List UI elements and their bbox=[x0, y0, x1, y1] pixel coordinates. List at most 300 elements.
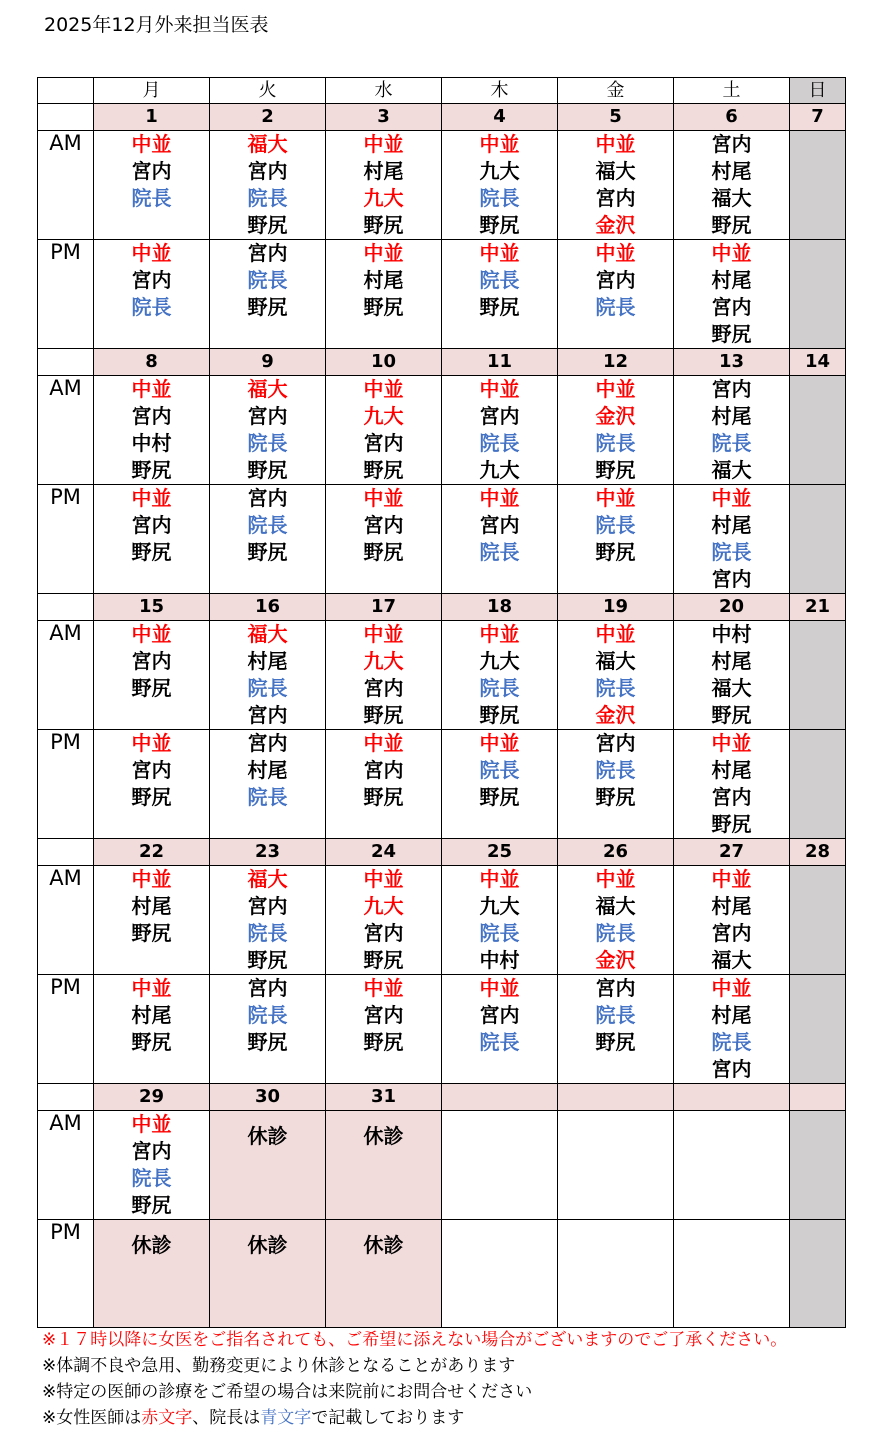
doctor-name: 中並 bbox=[479, 976, 520, 1000]
doctor-name: 福大 bbox=[711, 676, 752, 700]
doctor-name: 九大 bbox=[363, 186, 404, 210]
doctor-name: 中並 bbox=[363, 731, 404, 755]
slot-cell-tue-pm bbox=[210, 240, 326, 349]
doctor-name: 福大 bbox=[595, 894, 636, 918]
date-cell-sat: 13 bbox=[674, 349, 790, 376]
doctor-name: 中並 bbox=[479, 241, 520, 265]
doctor-name: 野尻 bbox=[131, 676, 172, 700]
weekday-thu: 木 bbox=[442, 78, 558, 104]
doctor-name: 福大 bbox=[247, 377, 288, 401]
sunday-cell-pm bbox=[790, 730, 846, 839]
doctor-name: 金沢 bbox=[595, 703, 636, 727]
doctor-name: 宮内 bbox=[363, 1003, 404, 1027]
doctor-name: 村尾 bbox=[711, 894, 752, 918]
doctor-name: 院長 bbox=[247, 186, 288, 210]
doctor-name: 野尻 bbox=[711, 703, 752, 727]
slot-cell-fri-pm bbox=[558, 975, 674, 1084]
doctor-name: 中並 bbox=[131, 1112, 172, 1136]
slot-cell-mon-am bbox=[94, 376, 210, 485]
slot-cell-wed-pm bbox=[326, 240, 442, 349]
am-label: AM bbox=[38, 376, 94, 485]
doctor-name: 院長 bbox=[479, 268, 520, 292]
doctor-name: 野尻 bbox=[363, 213, 404, 237]
slot-cell-mon-pm bbox=[94, 240, 210, 349]
doctor-name: 野尻 bbox=[363, 458, 404, 482]
date-cell-tue: 9 bbox=[210, 349, 326, 376]
doctor-name: 中並 bbox=[479, 377, 520, 401]
slot-cell-tue-am bbox=[210, 1111, 326, 1220]
date-row bbox=[38, 594, 846, 621]
doctor-name: 野尻 bbox=[595, 458, 636, 482]
slot-cell-thu-pm bbox=[442, 975, 558, 1084]
doctor-name: 野尻 bbox=[479, 213, 520, 237]
doctor-name: 福大 bbox=[247, 622, 288, 646]
note-line-4-suffix: で記載しております bbox=[311, 1408, 465, 1428]
doctor-name: 野尻 bbox=[595, 1030, 636, 1054]
doctor-name: 村尾 bbox=[247, 649, 288, 673]
doctor-name: 野尻 bbox=[131, 458, 172, 482]
doctor-name: 中並 bbox=[711, 241, 752, 265]
doctor-name: 宮内 bbox=[363, 431, 404, 455]
doctor-name: 院長 bbox=[479, 676, 520, 700]
doctor-name: 中村 bbox=[131, 431, 172, 455]
doctor-name: 院長 bbox=[711, 431, 752, 455]
date-cell-thu: 25 bbox=[442, 839, 558, 866]
slot-cell-wed-pm bbox=[326, 1220, 442, 1328]
doctor-name: 宮内 bbox=[479, 404, 520, 428]
doctor-name: 福大 bbox=[595, 159, 636, 183]
pm-row bbox=[38, 240, 846, 349]
date-row-label-cell bbox=[38, 839, 94, 866]
date-cell-mon: 29 bbox=[94, 1084, 210, 1111]
doctor-name: 野尻 bbox=[247, 295, 288, 319]
doctor-name: 野尻 bbox=[711, 322, 752, 346]
note-line-4 bbox=[42, 1405, 787, 1431]
date-cell-tue: 30 bbox=[210, 1084, 326, 1111]
doctor-name: 宮内 bbox=[131, 758, 172, 782]
doctor-name: 福大 bbox=[595, 649, 636, 673]
pm-row bbox=[38, 730, 846, 839]
doctor-name: 中並 bbox=[363, 377, 404, 401]
doctor-name: 野尻 bbox=[595, 540, 636, 564]
slot-cell-fri-pm bbox=[558, 730, 674, 839]
date-cell-mon: 22 bbox=[94, 839, 210, 866]
date-cell-mon: 15 bbox=[94, 594, 210, 621]
doctor-name: 野尻 bbox=[363, 703, 404, 727]
doctor-name: 中並 bbox=[131, 132, 172, 156]
doctor-name: 宮内 bbox=[595, 731, 636, 755]
weekday-sun: 日 bbox=[790, 78, 846, 104]
doctor-name: 院長 bbox=[595, 431, 636, 455]
doctor-name: 院長 bbox=[595, 921, 636, 945]
doctor-name: 宮内 bbox=[595, 268, 636, 292]
date-cell-tue: 16 bbox=[210, 594, 326, 621]
doctor-name: 宮内 bbox=[711, 295, 752, 319]
slot-cell-mon-pm bbox=[94, 1220, 210, 1328]
slot-cell-wed-am bbox=[326, 866, 442, 975]
slot-cell-sat-am bbox=[674, 131, 790, 240]
doctor-name: 中並 bbox=[363, 486, 404, 510]
doctor-name: 村尾 bbox=[711, 404, 752, 428]
doctor-name: 中並 bbox=[363, 132, 404, 156]
doctor-name: 野尻 bbox=[363, 1030, 404, 1054]
date-cell-mon: 8 bbox=[94, 349, 210, 376]
doctor-name: 中並 bbox=[711, 731, 752, 755]
slot-cell-fri-am bbox=[558, 376, 674, 485]
weekday-wed: 水 bbox=[326, 78, 442, 104]
slot-cell-fri-am bbox=[558, 621, 674, 730]
doctor-name: 宮内 bbox=[595, 976, 636, 1000]
schedule-table bbox=[37, 77, 846, 1328]
doctor-name: 院長 bbox=[479, 758, 520, 782]
doctor-name: 中並 bbox=[131, 976, 172, 1000]
doctor-name: 中並 bbox=[595, 622, 636, 646]
doctor-name: 野尻 bbox=[247, 948, 288, 972]
pm-row bbox=[38, 975, 846, 1084]
doctor-name: 野尻 bbox=[479, 703, 520, 727]
slot-cell-tue-am bbox=[210, 621, 326, 730]
slot-cell-wed-am bbox=[326, 1111, 442, 1220]
slot-cell-fri-am bbox=[558, 131, 674, 240]
date-cell-wed: 17 bbox=[326, 594, 442, 621]
date-cell-sun: 21 bbox=[790, 594, 846, 621]
note-blue-text: 青文字 bbox=[260, 1408, 312, 1428]
slot-cell-mon-am bbox=[94, 131, 210, 240]
doctor-name: 院長 bbox=[479, 540, 520, 564]
doctor-name: 院長 bbox=[595, 1003, 636, 1027]
doctor-name: 野尻 bbox=[363, 295, 404, 319]
doctor-name: 野尻 bbox=[711, 213, 752, 237]
date-row-label-cell bbox=[38, 1084, 94, 1111]
doctor-name: 院長 bbox=[595, 295, 636, 319]
date-cell-wed: 24 bbox=[326, 839, 442, 866]
note-line-3: ※特定の医師の診療をご希望の場合は来院前にお問合せください bbox=[42, 1382, 533, 1402]
date-row-label-cell bbox=[38, 104, 94, 131]
doctor-name: 野尻 bbox=[479, 785, 520, 809]
doctor-name: 中村 bbox=[711, 622, 752, 646]
doctor-name: 中並 bbox=[363, 867, 404, 891]
doctor-name: 宮内 bbox=[131, 268, 172, 292]
slot-cell-tue-pm bbox=[210, 1220, 326, 1328]
slot-cell-tue-pm bbox=[210, 975, 326, 1084]
doctor-name: 中並 bbox=[479, 132, 520, 156]
weekday-header-row bbox=[38, 78, 846, 104]
date-cell-sun: 7 bbox=[790, 104, 846, 131]
doctor-name: 院長 bbox=[595, 758, 636, 782]
doctor-name: 院長 bbox=[247, 921, 288, 945]
doctor-name: 中並 bbox=[363, 622, 404, 646]
doctor-name: 中並 bbox=[479, 867, 520, 891]
slot-cell-sat-am bbox=[674, 376, 790, 485]
am-row bbox=[38, 131, 846, 240]
doctor-name: 野尻 bbox=[363, 948, 404, 972]
am-row bbox=[38, 621, 846, 730]
doctor-name: 中並 bbox=[595, 132, 636, 156]
slot-cell-fri-am bbox=[558, 866, 674, 975]
date-cell-fri bbox=[558, 1084, 674, 1111]
doctor-name: 村尾 bbox=[711, 513, 752, 537]
pm-row bbox=[38, 485, 846, 594]
doctor-name: 野尻 bbox=[131, 1030, 172, 1054]
sunday-cell-pm bbox=[790, 975, 846, 1084]
doctor-name: 中並 bbox=[363, 976, 404, 1000]
date-cell-tue: 2 bbox=[210, 104, 326, 131]
date-cell-thu bbox=[442, 1084, 558, 1111]
doctor-name: 中並 bbox=[479, 731, 520, 755]
doctor-name: 中並 bbox=[479, 622, 520, 646]
am-label: AM bbox=[38, 621, 94, 730]
slot-cell-thu-pm bbox=[442, 485, 558, 594]
date-cell-fri: 26 bbox=[558, 839, 674, 866]
doctor-name: 野尻 bbox=[711, 812, 752, 836]
doctor-name: 村尾 bbox=[711, 268, 752, 292]
date-row-label-cell bbox=[38, 594, 94, 621]
doctor-name: 九大 bbox=[363, 649, 404, 673]
pm-label: PM bbox=[38, 240, 94, 349]
doctor-name: 院長 bbox=[131, 186, 172, 210]
slot-cell-tue-pm bbox=[210, 485, 326, 594]
weekday-fri: 金 bbox=[558, 78, 674, 104]
sunday-cell-am bbox=[790, 376, 846, 485]
doctor-name: 村尾 bbox=[711, 758, 752, 782]
doctor-name: 九大 bbox=[363, 404, 404, 428]
slot-cell-sat-pm bbox=[674, 1220, 790, 1328]
date-cell-sat: 6 bbox=[674, 104, 790, 131]
pm-row bbox=[38, 1220, 846, 1328]
slot-cell-thu-pm bbox=[442, 1220, 558, 1328]
doctor-name: 院長 bbox=[131, 1166, 172, 1190]
date-cell-fri: 19 bbox=[558, 594, 674, 621]
slot-cell-wed-pm bbox=[326, 485, 442, 594]
closed-label: 休診 bbox=[131, 1233, 172, 1257]
slot-cell-mon-am bbox=[94, 866, 210, 975]
doctor-name: 村尾 bbox=[363, 159, 404, 183]
date-row bbox=[38, 104, 846, 131]
slot-cell-mon-am bbox=[94, 1111, 210, 1220]
doctor-name: 宮内 bbox=[131, 1139, 172, 1163]
slot-cell-wed-am bbox=[326, 376, 442, 485]
doctor-name: 野尻 bbox=[131, 785, 172, 809]
date-cell-sat: 27 bbox=[674, 839, 790, 866]
slot-cell-fri-pm bbox=[558, 485, 674, 594]
corner-cell bbox=[38, 78, 94, 104]
notes bbox=[42, 1327, 787, 1431]
doctor-name: 宮内 bbox=[131, 159, 172, 183]
note-line-4-prefix: ※女性医師は bbox=[42, 1408, 142, 1428]
doctor-name: 九大 bbox=[479, 649, 520, 673]
doctor-name: 院長 bbox=[595, 676, 636, 700]
doctor-name: 宮内 bbox=[247, 703, 288, 727]
doctor-name: 院長 bbox=[479, 921, 520, 945]
date-cell-wed: 3 bbox=[326, 104, 442, 131]
note-line-1: ※１７時以降に女医をご指名されても、ご希望に添えない場合がございますのでご了承ください。 bbox=[42, 1330, 788, 1350]
doctor-name: 福大 bbox=[711, 186, 752, 210]
doctor-name: 宮内 bbox=[479, 513, 520, 537]
doctor-name: 宮内 bbox=[247, 976, 288, 1000]
doctor-name: 中並 bbox=[131, 622, 172, 646]
sunday-cell-pm bbox=[790, 1220, 846, 1328]
doctor-name: 中並 bbox=[131, 731, 172, 755]
slot-cell-fri-pm bbox=[558, 240, 674, 349]
date-cell-tue: 23 bbox=[210, 839, 326, 866]
slot-cell-thu-am bbox=[442, 131, 558, 240]
sunday-cell-pm bbox=[790, 240, 846, 349]
doctor-name: 宮内 bbox=[247, 241, 288, 265]
sunday-cell-am bbox=[790, 131, 846, 240]
doctor-name: 福大 bbox=[711, 948, 752, 972]
doctor-name: 福大 bbox=[711, 458, 752, 482]
slot-cell-wed-am bbox=[326, 131, 442, 240]
note-line-2: ※体調不良や急用、勤務変更により休診となることがあります bbox=[42, 1356, 516, 1376]
closed-label: 休診 bbox=[247, 1233, 288, 1257]
doctor-name: 村尾 bbox=[247, 758, 288, 782]
note-line-4-middle: 、院長は bbox=[192, 1408, 261, 1428]
doctor-name: 中並 bbox=[131, 867, 172, 891]
slot-cell-fri-am bbox=[558, 1111, 674, 1220]
doctor-name: 院長 bbox=[131, 295, 172, 319]
doctor-name: 院長 bbox=[247, 268, 288, 292]
doctor-name: 宮内 bbox=[363, 676, 404, 700]
doctor-name: 野尻 bbox=[363, 540, 404, 564]
slot-cell-wed-am bbox=[326, 621, 442, 730]
pm-label: PM bbox=[38, 975, 94, 1084]
doctor-name: 九大 bbox=[479, 159, 520, 183]
closed-label: 休診 bbox=[363, 1124, 404, 1148]
doctor-name: 宮内 bbox=[711, 785, 752, 809]
doctor-name: 村尾 bbox=[363, 268, 404, 292]
doctor-name: 宮内 bbox=[711, 1057, 752, 1081]
doctor-name: 宮内 bbox=[711, 132, 752, 156]
doctor-name: 中並 bbox=[711, 976, 752, 1000]
date-cell-sat: 20 bbox=[674, 594, 790, 621]
slot-cell-wed-pm bbox=[326, 975, 442, 1084]
sunday-cell-am bbox=[790, 621, 846, 730]
doctor-name: 野尻 bbox=[131, 1193, 172, 1217]
doctor-name: 野尻 bbox=[479, 295, 520, 319]
am-label: AM bbox=[38, 131, 94, 240]
doctor-name: 中並 bbox=[131, 486, 172, 510]
doctor-name: 中並 bbox=[131, 241, 172, 265]
doctor-name: 野尻 bbox=[131, 540, 172, 564]
date-row bbox=[38, 349, 846, 376]
doctor-name: 宮内 bbox=[479, 1003, 520, 1027]
slot-cell-thu-pm bbox=[442, 240, 558, 349]
date-cell-thu: 18 bbox=[442, 594, 558, 621]
doctor-name: 野尻 bbox=[595, 785, 636, 809]
slot-cell-mon-pm bbox=[94, 485, 210, 594]
slot-cell-sat-pm bbox=[674, 975, 790, 1084]
doctor-name: 宮内 bbox=[131, 649, 172, 673]
schedule-body bbox=[38, 78, 846, 1328]
slot-cell-thu-am bbox=[442, 376, 558, 485]
slot-cell-mon-am bbox=[94, 621, 210, 730]
doctor-name: 宮内 bbox=[711, 921, 752, 945]
doctor-name: 中並 bbox=[479, 486, 520, 510]
doctor-name: 村尾 bbox=[711, 1003, 752, 1027]
date-cell-sun bbox=[790, 1084, 846, 1111]
doctor-name: 金沢 bbox=[595, 404, 636, 428]
slot-cell-fri-pm bbox=[558, 1220, 674, 1328]
doctor-name: 宮内 bbox=[247, 731, 288, 755]
slot-cell-sat-am bbox=[674, 866, 790, 975]
pm-label: PM bbox=[38, 730, 94, 839]
doctor-name: 村尾 bbox=[711, 649, 752, 673]
slot-cell-thu-am bbox=[442, 621, 558, 730]
doctor-name: 院長 bbox=[711, 1030, 752, 1054]
am-label: AM bbox=[38, 1111, 94, 1220]
date-cell-sun: 14 bbox=[790, 349, 846, 376]
doctor-name: 院長 bbox=[247, 676, 288, 700]
doctor-name: 中並 bbox=[595, 867, 636, 891]
date-row-label-cell bbox=[38, 349, 94, 376]
doctor-name: 福大 bbox=[247, 867, 288, 891]
doctor-name: 院長 bbox=[247, 431, 288, 455]
doctor-name: 院長 bbox=[479, 1030, 520, 1054]
slot-cell-tue-pm bbox=[210, 730, 326, 839]
slot-cell-tue-am bbox=[210, 866, 326, 975]
doctor-name: 中並 bbox=[595, 241, 636, 265]
doctor-name: 宮内 bbox=[711, 567, 752, 591]
doctor-name: 中並 bbox=[595, 377, 636, 401]
doctor-name: 宮内 bbox=[363, 513, 404, 537]
doctor-name: 福大 bbox=[247, 132, 288, 156]
doctor-name: 院長 bbox=[247, 513, 288, 537]
doctor-name: 九大 bbox=[479, 894, 520, 918]
weekday-tue: 火 bbox=[210, 78, 326, 104]
doctor-name: 宮内 bbox=[247, 159, 288, 183]
date-cell-fri: 12 bbox=[558, 349, 674, 376]
date-cell-wed: 31 bbox=[326, 1084, 442, 1111]
doctor-name: 中並 bbox=[711, 486, 752, 510]
date-cell-thu: 11 bbox=[442, 349, 558, 376]
slot-cell-thu-pm bbox=[442, 730, 558, 839]
date-cell-sat bbox=[674, 1084, 790, 1111]
doctor-name: 野尻 bbox=[247, 540, 288, 564]
doctor-name: 宮内 bbox=[363, 921, 404, 945]
pm-label: PM bbox=[38, 485, 94, 594]
closed-label: 休診 bbox=[363, 1233, 404, 1257]
slot-cell-mon-pm bbox=[94, 730, 210, 839]
doctor-name: 院長 bbox=[595, 513, 636, 537]
doctor-name: 院長 bbox=[479, 186, 520, 210]
slot-cell-thu-am bbox=[442, 866, 558, 975]
date-row bbox=[38, 1084, 846, 1111]
doctor-name: 九大 bbox=[363, 894, 404, 918]
doctor-name: 村尾 bbox=[131, 894, 172, 918]
doctor-name: 野尻 bbox=[131, 921, 172, 945]
doctor-name: 宮内 bbox=[363, 758, 404, 782]
doctor-name: 院長 bbox=[247, 785, 288, 809]
doctor-name: 院長 bbox=[711, 540, 752, 564]
sunday-cell-am bbox=[790, 866, 846, 975]
doctor-name: 院長 bbox=[247, 1003, 288, 1027]
slot-cell-tue-am bbox=[210, 376, 326, 485]
date-cell-thu: 4 bbox=[442, 104, 558, 131]
doctor-name: 野尻 bbox=[363, 785, 404, 809]
doctor-name: 宮内 bbox=[131, 404, 172, 428]
doctor-name: 野尻 bbox=[247, 458, 288, 482]
sunday-cell-am bbox=[790, 1111, 846, 1220]
date-cell-mon: 1 bbox=[94, 104, 210, 131]
slot-cell-sat-pm bbox=[674, 730, 790, 839]
doctor-name: 金沢 bbox=[595, 213, 636, 237]
doctor-name: 中並 bbox=[363, 241, 404, 265]
doctor-name: 宮内 bbox=[247, 894, 288, 918]
slot-cell-sat-pm bbox=[674, 485, 790, 594]
closed-label: 休診 bbox=[247, 1124, 288, 1148]
note-red-text: 赤文字 bbox=[141, 1408, 193, 1428]
doctor-name: 村尾 bbox=[131, 1003, 172, 1027]
